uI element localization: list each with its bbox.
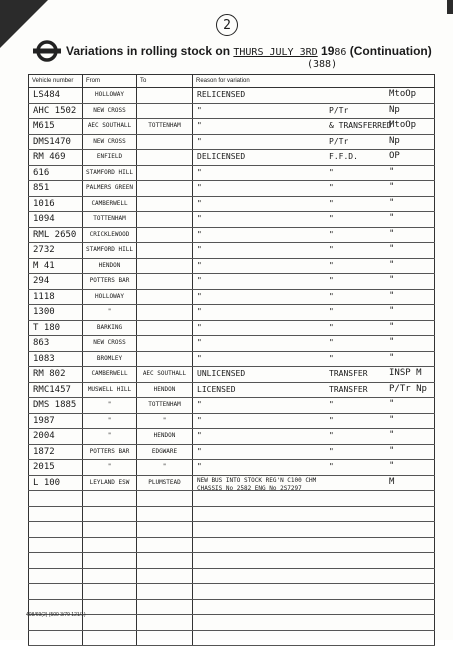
cell-to: [137, 568, 193, 584]
cell-from: AEC SOUTHALL: [83, 119, 137, 135]
cell-to: [137, 615, 193, 631]
cell-from: STAMFORD HILL: [83, 165, 137, 181]
cell-from: ENFIELD: [83, 150, 137, 166]
reason-detail: ": [329, 198, 334, 208]
cell-reason: [193, 196, 435, 212]
cell-vehicle: AHC 1502: [29, 103, 83, 119]
table-row: [29, 351, 435, 367]
cell-to: [137, 134, 193, 150]
cell-reason: [193, 165, 435, 181]
cell-from: [83, 615, 137, 631]
table-row: [29, 196, 435, 212]
reason-code: MtoOp: [389, 89, 417, 99]
cell-to: [137, 336, 193, 352]
reason-main: ": [197, 121, 202, 130]
cell-to: [137, 305, 193, 321]
title-date: THURS JULY 3RD: [233, 47, 318, 58]
cell-to: EDGWARE: [137, 444, 193, 460]
reason-main: ": [197, 167, 202, 177]
cell-vehicle: RML 2650: [29, 227, 83, 243]
reason-main: ": [197, 431, 202, 440]
cell-vehicle: T 180: [29, 320, 83, 336]
reason-code: ": [389, 197, 395, 208]
reason-main: UNLICENSED: [197, 369, 246, 378]
cell-vehicle: RMC1457: [29, 382, 83, 398]
cell-vehicle: 1083: [29, 351, 83, 367]
title-subnote: (388): [307, 59, 338, 70]
cell-vehicle: 1016: [29, 196, 83, 212]
rolling-stock-table: [28, 74, 435, 646]
table-row: [29, 336, 435, 352]
cell-reason: [193, 274, 435, 290]
reason-code: ": [389, 461, 395, 471]
reason-detail: ": [329, 431, 334, 440]
cell-from: LEYLAND ESW: [83, 475, 137, 491]
reason-main: ": [197, 276, 202, 285]
table-row: [29, 382, 435, 398]
reason-detail: ": [329, 446, 334, 456]
table-row: [29, 584, 435, 600]
reason-code: ": [389, 445, 395, 456]
form-footer-code: 408/69(2) (500 3/79 121/1): [26, 612, 86, 618]
cell-to: [137, 212, 193, 228]
reason-main: ": [197, 353, 202, 363]
cell-from: NEW CROSS: [83, 134, 137, 150]
cell-reason: [193, 537, 435, 553]
table-row: [29, 289, 435, 305]
reason-detail: CHASSIS No 2582 ENG No 2S7297: [197, 484, 302, 491]
reason-detail: ": [329, 245, 334, 254]
reason-detail: ": [329, 307, 334, 316]
cell-vehicle: [29, 584, 83, 600]
table-row: [29, 243, 435, 259]
reason-code: ": [389, 275, 395, 285]
cell-to: [137, 88, 193, 104]
cell-to: [137, 103, 193, 119]
cell-from: MUSWELL HILL: [83, 382, 137, 398]
cell-reason: [193, 460, 435, 476]
cell-to: [137, 227, 193, 243]
cell-to: AEC SOUTHALL: [137, 367, 193, 383]
cell-from: TOTTENHAM: [83, 212, 137, 228]
cell-to: PLUMSTEAD: [137, 475, 193, 491]
cell-to: [137, 320, 193, 336]
cell-from: CAMBERWELL: [83, 196, 137, 212]
reason-code: ": [389, 182, 395, 192]
page-number: 2: [216, 14, 238, 36]
reason-detail: TRANSFER: [329, 369, 368, 378]
reason-main: ": [197, 183, 202, 192]
table-row: [29, 227, 435, 243]
cell-reason: [193, 320, 435, 336]
cell-reason: [193, 444, 435, 460]
reason-detail: & TRANSFERRED: [329, 121, 392, 130]
cell-reason: [193, 134, 435, 150]
cell-from: PALMERS GREEN: [83, 181, 137, 197]
cell-vehicle: RM 802: [29, 367, 83, 383]
table-row: [29, 134, 435, 150]
reason-main: ": [197, 415, 202, 425]
reason-code: MtoOp: [389, 120, 417, 130]
cell-from: [83, 522, 137, 538]
cell-to: TOTTENHAM: [137, 398, 193, 414]
table-row: [29, 413, 435, 429]
cell-reason: [193, 119, 435, 135]
reason-detail: ": [329, 291, 334, 301]
reason-detail: ": [329, 167, 334, 177]
cell-reason: [193, 212, 435, 228]
reason-main: ": [197, 105, 202, 115]
cell-vehicle: [29, 568, 83, 584]
cell-from: ": [83, 305, 137, 321]
reason-detail: P/Tr: [329, 136, 349, 146]
cell-vehicle: [29, 491, 83, 507]
cell-to: [137, 165, 193, 181]
cell-reason: [193, 506, 435, 522]
cell-from: [83, 584, 137, 600]
cell-vehicle: 1872: [29, 444, 83, 460]
table-row: [29, 398, 435, 414]
table-row: [29, 367, 435, 383]
cell-vehicle: 851: [29, 181, 83, 197]
reason-code: P/Tr Np: [389, 383, 427, 394]
reason-detail: ": [329, 276, 334, 285]
cell-reason: [193, 103, 435, 119]
table-row: [29, 522, 435, 538]
cell-vehicle: 616: [29, 165, 83, 181]
reason-detail: ": [329, 415, 334, 425]
cell-to: [137, 289, 193, 305]
table-row: [29, 274, 435, 290]
reason-detail: ": [329, 462, 334, 471]
table-row: [29, 475, 435, 491]
cell-vehicle: 2015: [29, 460, 83, 476]
cell-to: TOTTENHAM: [137, 119, 193, 135]
reason-code: Np: [389, 135, 400, 146]
title-printed: Variations in rolling stock on: [66, 44, 231, 58]
cell-vehicle: 294: [29, 274, 83, 290]
cell-vehicle: [29, 630, 83, 646]
reason-detail: ": [329, 183, 334, 192]
reason-main: ": [197, 322, 202, 332]
reason-detail: TRANSFER: [329, 384, 368, 394]
cell-reason: [193, 243, 435, 259]
reason-code: ": [389, 228, 395, 239]
reason-code: ": [389, 414, 395, 425]
cell-from: [83, 537, 137, 553]
reason-code: ": [389, 213, 395, 223]
reason-main: ": [197, 245, 202, 254]
table-row: [29, 553, 435, 569]
cell-from: CAMBERWELL: [83, 367, 137, 383]
cell-reason: [193, 413, 435, 429]
cell-to: [137, 630, 193, 646]
table-body: [29, 88, 435, 646]
reason-detail: ": [329, 353, 334, 363]
cell-to: ": [137, 460, 193, 476]
table-row: [29, 305, 435, 321]
cell-to: [137, 491, 193, 507]
cell-from: [83, 599, 137, 615]
table-row: [29, 460, 435, 476]
cell-vehicle: M615: [29, 119, 83, 135]
table-header-row: [29, 75, 435, 88]
table-row: [29, 258, 435, 274]
table-row: [29, 630, 435, 646]
reason-code: ": [389, 430, 395, 440]
reason-detail: ": [329, 322, 334, 332]
cell-reason: [193, 367, 435, 383]
cell-vehicle: 2732: [29, 243, 83, 259]
cell-reason: [193, 258, 435, 274]
reason-code: INSP M: [389, 368, 422, 378]
reason-detail: ": [329, 338, 334, 347]
cell-vehicle: 1300: [29, 305, 83, 321]
cell-reason: [193, 336, 435, 352]
cell-vehicle: RM 469: [29, 150, 83, 166]
cell-to: [137, 274, 193, 290]
reason-main: ": [197, 214, 202, 223]
reason-main: ": [197, 446, 202, 456]
table-row: [29, 429, 435, 445]
reason-code: ": [389, 352, 395, 363]
cell-reason: [193, 289, 435, 305]
cell-vehicle: [29, 522, 83, 538]
cell-reason: [193, 475, 435, 491]
cell-reason: [193, 305, 435, 321]
reason-main: RELICENSED: [197, 90, 246, 99]
reason-code: ": [389, 321, 395, 332]
header-from: From: [83, 75, 137, 88]
reason-code: M: [389, 476, 395, 487]
table-row: [29, 103, 435, 119]
cell-reason: [193, 429, 435, 445]
reason-main: ": [197, 338, 202, 347]
cell-reason: [193, 584, 435, 600]
title-year-prefix: 19: [321, 44, 335, 58]
header-to: To: [137, 75, 193, 88]
table-row: [29, 181, 435, 197]
table-row: [29, 615, 435, 631]
reason-code: ": [389, 306, 395, 316]
cell-to: [137, 537, 193, 553]
cell-to: [137, 599, 193, 615]
table-row: [29, 491, 435, 507]
cell-reason: [193, 150, 435, 166]
table-row: [29, 599, 435, 615]
cell-vehicle: 2004: [29, 429, 83, 445]
reason-code: ": [389, 399, 395, 409]
table-row: [29, 506, 435, 522]
cell-from: POTTERS BAR: [83, 274, 137, 290]
cell-from: [83, 506, 137, 522]
reason-detail: ": [329, 260, 334, 270]
cell-to: [137, 243, 193, 259]
cell-to: [137, 181, 193, 197]
reason-code: OP: [389, 151, 400, 161]
cell-reason: [193, 615, 435, 631]
cell-vehicle: 1987: [29, 413, 83, 429]
cell-to: ": [137, 413, 193, 429]
cell-from: HOLLOWAY: [83, 289, 137, 305]
cell-vehicle: 863: [29, 336, 83, 352]
reason-main: ": [197, 229, 202, 239]
cell-from: ": [83, 460, 137, 476]
cell-vehicle: 1094: [29, 212, 83, 228]
cell-to: [137, 522, 193, 538]
cell-reason: [193, 522, 435, 538]
cell-reason: [193, 227, 435, 243]
cell-from: ": [83, 413, 137, 429]
reason-detail: P/Tr: [329, 105, 349, 115]
cell-to: [137, 258, 193, 274]
table-row: [29, 320, 435, 336]
table-row: [29, 537, 435, 553]
reason-code: ": [389, 290, 395, 301]
cell-to: HENDON: [137, 382, 193, 398]
reason-detail: ": [329, 400, 334, 409]
cell-reason: [193, 599, 435, 615]
cell-from: ": [83, 429, 137, 445]
table-row: [29, 150, 435, 166]
title-year: 86: [334, 47, 347, 58]
reason-main: ": [197, 291, 202, 301]
cell-reason: [193, 553, 435, 569]
reason-code: ": [389, 244, 395, 254]
cell-from: CRICKLEWOOD: [83, 227, 137, 243]
cell-vehicle: LS484: [29, 88, 83, 104]
reason-main: DELICENSED: [197, 152, 246, 161]
cell-vehicle: DMS1470: [29, 134, 83, 150]
cell-reason: [193, 491, 435, 507]
cell-vehicle: [29, 506, 83, 522]
cell-to: HENDON: [137, 429, 193, 445]
table-row: [29, 165, 435, 181]
london-transport-roundel-icon: [33, 40, 61, 62]
reason-main: ": [197, 136, 202, 146]
cell-from: BROMLEY: [83, 351, 137, 367]
cell-to: [137, 584, 193, 600]
cell-from: [83, 568, 137, 584]
cell-reason: [193, 568, 435, 584]
cell-to: [137, 506, 193, 522]
cell-reason: [193, 88, 435, 104]
reason-main: LICENSED: [197, 384, 236, 394]
cell-to: [137, 196, 193, 212]
cell-vehicle: M 41: [29, 258, 83, 274]
cell-reason: [193, 382, 435, 398]
reason-code: ": [389, 259, 395, 270]
table-row: [29, 212, 435, 228]
table-row: [29, 444, 435, 460]
cell-from: [83, 491, 137, 507]
reason-detail: ": [329, 214, 334, 223]
cell-reason: [193, 351, 435, 367]
cell-from: HOLLOWAY: [83, 88, 137, 104]
cell-to: [137, 150, 193, 166]
cell-vehicle: [29, 537, 83, 553]
table-row: [29, 568, 435, 584]
header-vehicle: Vehicle number: [29, 75, 83, 88]
reason-main: ": [197, 400, 202, 409]
cell-reason: [193, 630, 435, 646]
header-reason: Reason for variation: [193, 75, 435, 88]
cell-reason: [193, 398, 435, 414]
reason-detail: ": [329, 229, 334, 239]
cell-from: NEW CROSS: [83, 103, 137, 119]
cell-from: [83, 630, 137, 646]
reason-main: ": [197, 307, 202, 316]
reason-code: ": [389, 337, 395, 347]
cell-from: ": [83, 398, 137, 414]
cell-from: POTTERS BAR: [83, 444, 137, 460]
cell-to: [137, 351, 193, 367]
cell-from: STAMFORD HILL: [83, 243, 137, 259]
reason-main: NEW BUS INTO STOCK REG'N C100 CHM: [197, 476, 317, 484]
cell-from: [83, 553, 137, 569]
reason-detail: F.F.D.: [329, 152, 358, 161]
cell-from: NEW CROSS: [83, 336, 137, 352]
form-title: [66, 44, 432, 58]
table-row: [29, 119, 435, 135]
cell-vehicle: 1118: [29, 289, 83, 305]
title-suffix: (Continuation): [349, 44, 432, 58]
scan-corner-right: [447, 0, 453, 14]
cell-vehicle: DMS 1885: [29, 398, 83, 414]
reason-main: ": [197, 260, 202, 270]
table-row: [29, 88, 435, 104]
reason-code: Np: [389, 104, 400, 115]
cell-from: BARKING: [83, 320, 137, 336]
cell-from: HENDON: [83, 258, 137, 274]
reason-main: ": [197, 198, 202, 208]
cell-vehicle: L 100: [29, 475, 83, 491]
cell-vehicle: [29, 553, 83, 569]
reason-main: ": [197, 462, 202, 471]
cell-to: [137, 553, 193, 569]
reason-code: ": [389, 166, 395, 177]
cell-reason: [193, 181, 435, 197]
